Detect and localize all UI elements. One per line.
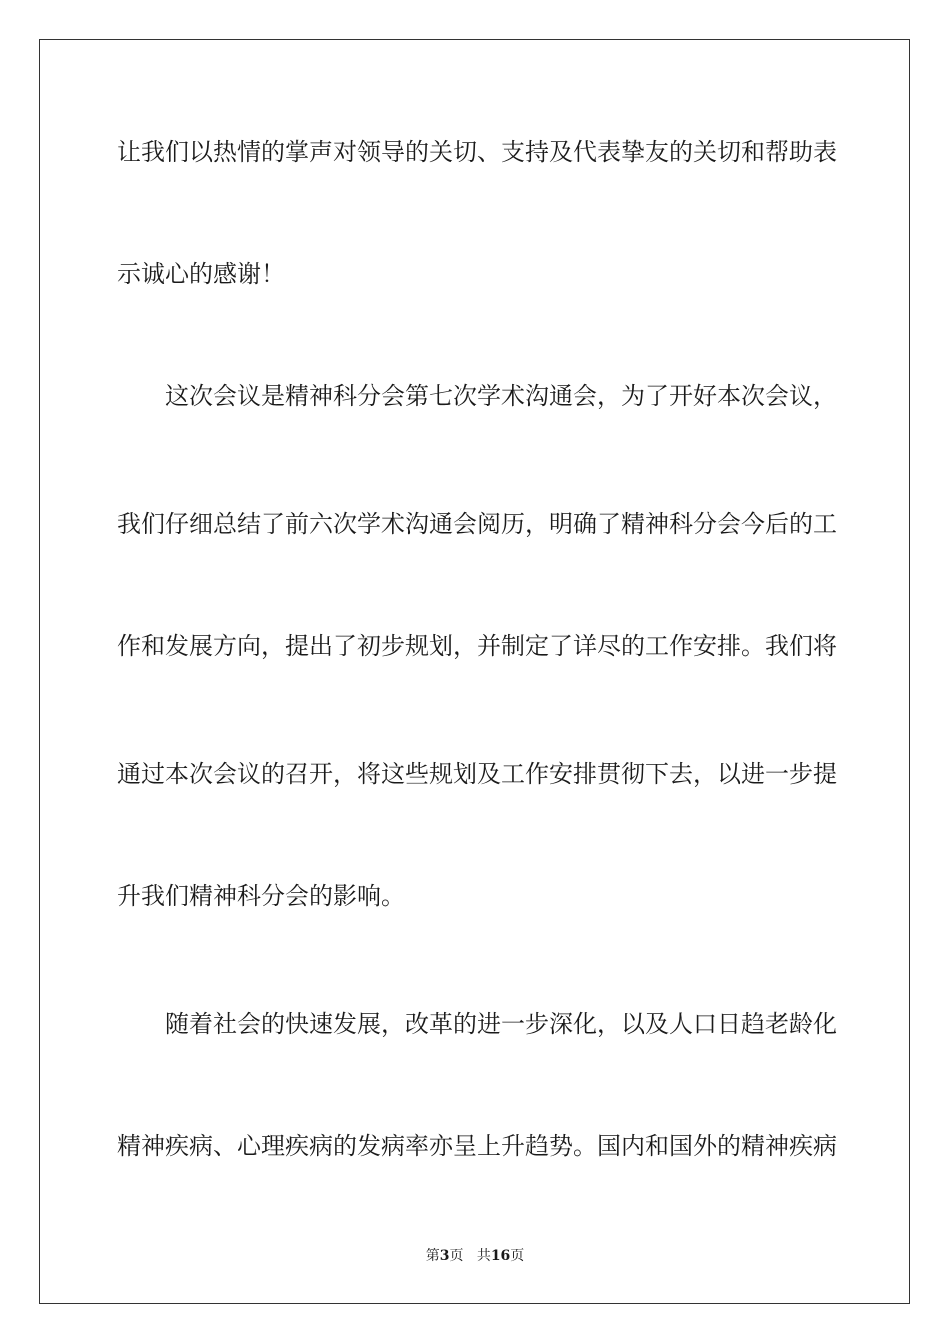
page-number: 3 [439,1248,450,1264]
total-prefix: 共 [476,1248,491,1264]
text-line-1: 让 我 们 以 热 情 的 掌 声 对 领 导 的 关 切 、 支 持 及 代 表 挚 友 的 关 切 和 帮 助 表 [117,138,837,166]
text-line-9: 精 神 疾 病 、 心 理 疾 病 的 发 病 率 亦 呈 上 升 趋 势 。 国 内 和 国 外 的 精 神 疾 病 [117,1132,837,1160]
text-line-5: 作 和 发 展 方 向 ， 提 出 了 初 步 规 划 ， 并 制 定 了 详 尽 的 工 作 安 排 。 我 们 将 [117,632,837,660]
text-line-3: 这 次 会 议 是 精 神 科 分 会 第 七 次 学 术 沟 通 会 ， 为 了 开 好 本 次 会 议 ， [165,382,837,410]
page-prefix: 第 [425,1248,440,1264]
page-suffix: 页 [449,1248,464,1264]
text-line-2: 示诚心的感谢！ [117,260,285,288]
page-footer [0,1246,950,1266]
total-pages: 16 [490,1248,511,1264]
text-line-7: 升我们精神科分会的影响。 [117,882,405,910]
total-suffix: 页 [510,1248,525,1264]
text-line-4: 我 们 仔 细 总 结 了 前 六 次 学 术 沟 通 会 阅 历 ， 明 确 了 精 神 科 分 会 今 后 的 工 [117,510,837,538]
text-line-8: 随 着 社 会 的 快 速 发 展 ， 改 革 的 进 一 步 深 化 ， 以 及 人 口 日 趋 老 龄 化 [165,1010,837,1038]
page-border [39,39,910,1304]
text-line-6: 通 过 本 次 会 议 的 召 开 ， 将 这 些 规 划 及 工 作 安 排 贯 彻 下 去 ， 以 进 一 步 提 [117,760,837,788]
